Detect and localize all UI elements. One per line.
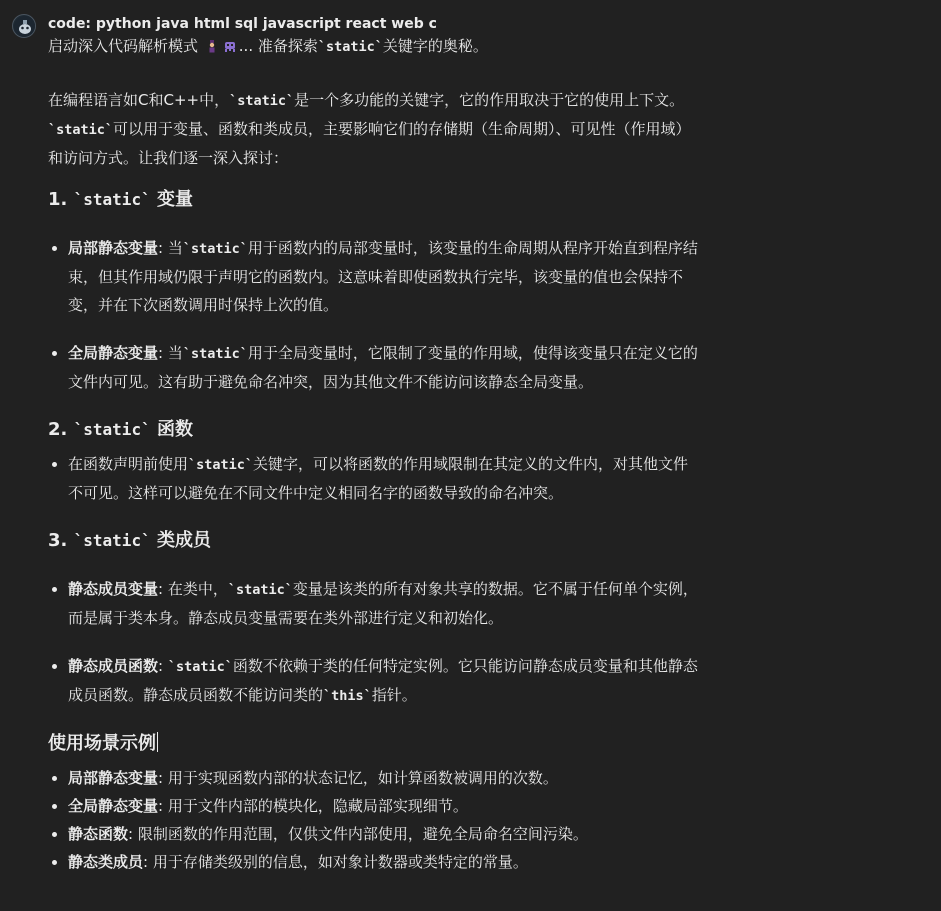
inline-code: `static` xyxy=(167,659,233,675)
text: 成员函数。静态成员函数不能访问类的 xyxy=(68,686,324,704)
text: 可以用于变量、函数和类成员，主要影响它们的存储期（生命周期）、可见性（作用域） xyxy=(113,120,691,138)
heading-number: 1. xyxy=(48,189,74,210)
inline-code: `static` xyxy=(73,190,151,209)
item-label: 局部静态变量 xyxy=(68,769,159,787)
item-label: 静态成员变量 xyxy=(68,580,159,598)
heading-number: 3. xyxy=(48,530,74,551)
intro-text: 启动深入代码解析模式 xyxy=(48,37,203,55)
inline-code: `static` xyxy=(229,93,295,109)
text: 变量是该类的所有对象共享的数据。它不属于任何单个实例， xyxy=(292,580,698,598)
inline-code: `static` xyxy=(73,531,151,550)
text: 指针。 xyxy=(371,686,417,704)
text: 不可见。这样可以避免在不同文件中定义相同名字的函数导致的命名冲突。 xyxy=(68,484,564,502)
list-item xyxy=(68,234,748,319)
list-item xyxy=(68,575,748,632)
section-heading-usage xyxy=(48,730,748,758)
text: 是一个多功能的关键字，它的作用取决于它的使用上下文。 xyxy=(294,91,685,109)
text-cursor xyxy=(157,732,158,752)
inline-code: `static` xyxy=(48,122,114,138)
text: : 在类中， xyxy=(158,580,228,598)
heading-text: 类成员 xyxy=(150,530,211,551)
text: 在编程语言如C和C++中， xyxy=(48,91,230,109)
list-item xyxy=(68,339,748,396)
section-heading-variables xyxy=(48,186,748,214)
gpt-name: code: python java html sql javascript react web c xyxy=(48,16,437,32)
list-item xyxy=(68,652,748,710)
section-heading-class-members xyxy=(48,527,748,555)
text: 变，并在下次函数调用时保持上次的值。 xyxy=(68,296,339,314)
detective-emoji-icon xyxy=(205,37,219,51)
text: : 当 xyxy=(158,344,183,362)
alien-monster-emoji-icon xyxy=(223,37,237,51)
text: 在函数声明前使用 xyxy=(68,455,189,473)
list-item xyxy=(68,764,748,792)
item-label: 静态成员函数 xyxy=(68,657,159,675)
overview-paragraph xyxy=(48,86,748,172)
text: 文件内可见。这有助于避免命名冲突，因为其他文件不能访问该静态全局变量。 xyxy=(68,373,594,391)
text: : 限制函数的作用范围，仅供文件内部使用，避免全局命名空间污染。 xyxy=(128,825,588,843)
item-label: 静态函数 xyxy=(68,825,129,843)
text: : 用于文件内部的模块化，隐藏局部实现细节。 xyxy=(158,797,468,815)
inline-code: `static` xyxy=(73,420,151,439)
class-members-list xyxy=(48,575,748,710)
text: 关键字，可以将函数的作用域限制在其定义的文件内，对其他文件 xyxy=(253,455,689,473)
list-item xyxy=(68,450,748,507)
section-heading-functions xyxy=(48,416,748,444)
inline-code: `static` xyxy=(188,457,254,473)
heading-text: 使用场景示例 xyxy=(48,733,156,754)
text: 和访问方式。让我们逐一深入探讨： xyxy=(48,149,289,167)
list-item xyxy=(68,820,748,848)
heading-number: 2. xyxy=(48,419,74,440)
text: 束，但其作用域仍限于声明它的函数内。这意味着即使函数执行完毕，该变量的值也会保持不 xyxy=(68,268,684,286)
assistant-message xyxy=(48,13,748,876)
intro-line xyxy=(48,35,748,58)
text: 用于全局变量时，它限制了变量的作用域，使得该变量只在定义它的 xyxy=(247,344,698,362)
text: 而是属于类本身。静态成员变量需要在类外部进行定义和初始化。 xyxy=(68,609,504,627)
avatar xyxy=(12,14,36,38)
inline-code: `static` xyxy=(182,241,248,257)
text: : 当 xyxy=(158,239,183,257)
inline-code: `static` xyxy=(182,346,248,362)
usage-list xyxy=(48,764,748,876)
item-label: 全局静态变量 xyxy=(68,797,159,815)
text: 用于函数内的局部变量时，该变量的生命周期从程序开始直到程序结 xyxy=(247,239,698,257)
functions-list xyxy=(48,450,748,507)
heading-text: 变量 xyxy=(150,189,193,210)
item-label: 全局静态变量 xyxy=(68,344,159,362)
inline-code: `static` xyxy=(317,39,383,55)
inline-code: `static` xyxy=(227,582,293,598)
text: : 用于存储类级别的信息，如对象计数器或类特定的常量。 xyxy=(143,853,528,871)
item-label: 局部静态变量 xyxy=(68,239,159,257)
list-item xyxy=(68,848,748,876)
inline-code: `this` xyxy=(323,688,372,704)
heading-text: 函数 xyxy=(150,419,193,440)
intro-ellipsis: ... 准备探索 xyxy=(238,37,318,55)
text: : 用于实现函数内部的状态记忆，如计算函数被调用的次数。 xyxy=(158,769,558,787)
variables-list xyxy=(48,234,748,396)
bot-avatar-icon xyxy=(13,15,36,38)
item-label: 静态类成员 xyxy=(68,853,144,871)
text: 函数不依赖于类的任何特定实例。它只能访问静态成员变量和其他静态 xyxy=(232,657,698,675)
list-item xyxy=(68,792,748,820)
intro-text-after: 关键字的奥秘。 xyxy=(382,37,488,55)
text: : xyxy=(158,657,168,675)
